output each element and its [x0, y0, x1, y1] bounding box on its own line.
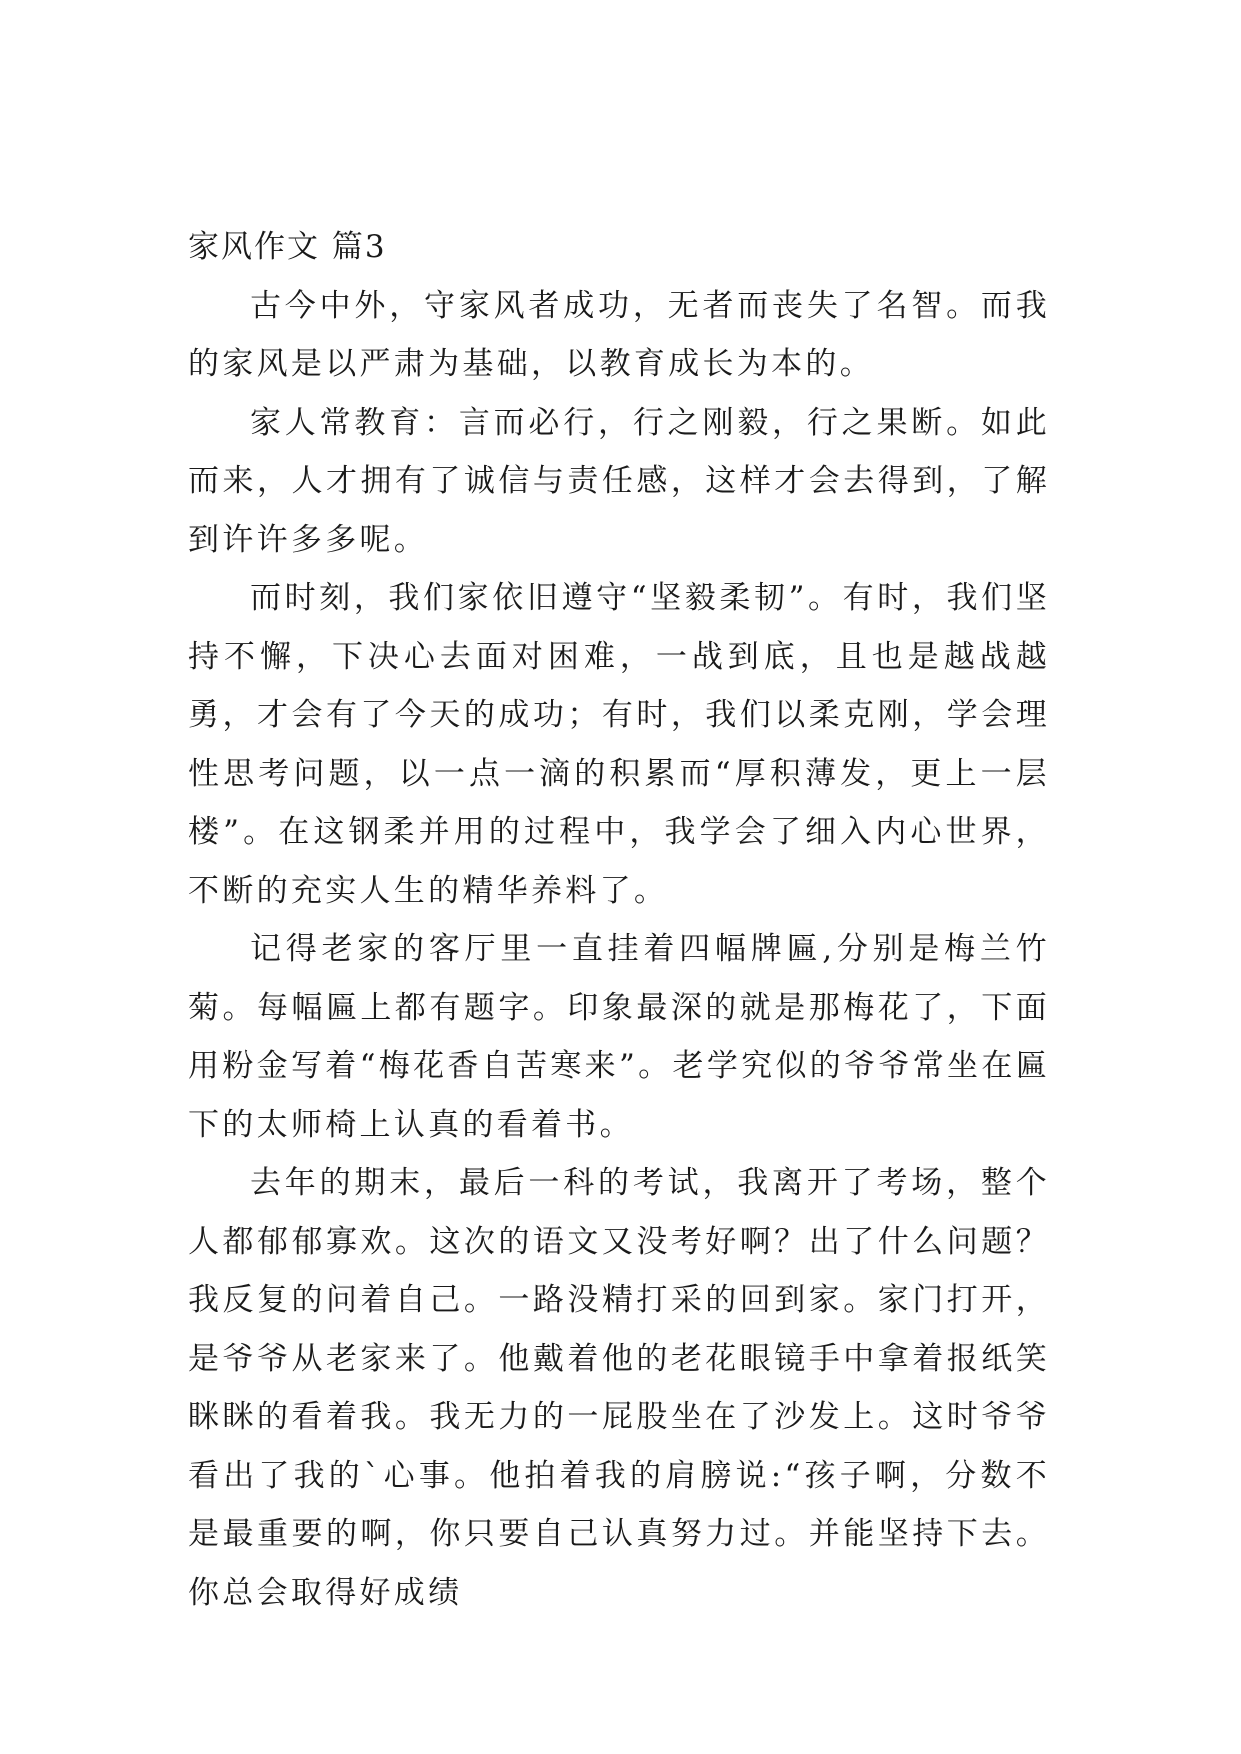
document-title: 家风作文 篇3 — [188, 229, 387, 265]
paragraph-5: 去年的期末，最后一科的考试，我离开了考场，整个人都郁郁寡欢。这次的语文又没考好啊？出了什么问题？我反复的问着自己。一路没精打采的回到家。家门打开，是爷爷从老家来了。他戴着他的老花眼镜手中拿着报纸笑眯眯的看着我。我无力的一屁股坐在了沙发上。这时爷爷看出了我的`心事。他拍着我的肩膀说:“孩子啊，分数不是最重要的啊，你只要自己认真努力过。并能坚持下去。你总会取得好成绩 — [188, 1165, 1050, 1611]
paragraph-4: 记得老家的客厅里一直挂着四幅牌匾,分别是梅兰竹菊。每幅匾上都有题字。印象最深的就是那梅花了，下面用粉金写着“梅花香自苦寒来”。老学究似的爷爷常坐在匾下的太师椅上认真的看着书。 — [188, 931, 1050, 1143]
paragraph-1: 古今中外，守家风者成功，无者而丧失了名智。而我的家风是以严肃为基础，以教育成长为本的。 — [188, 287, 1050, 382]
paragraph-2: 家人常教育：言而必行，行之刚毅，行之果断。如此而来，人才拥有了诚信与责任感，这样才会去得到，了解到许许多多呢。 — [188, 404, 1050, 558]
document-body — [188, 218, 1050, 1622]
paragraph-3: 而时刻，我们家依旧遵守“坚毅柔韧”。有时，我们坚持不懈，下决心去面对困难，一战到底，且也是越战越勇，才会有了今天的成功；有时，我们以柔克刚，学会理性思考问题，以一点一滴的积累而“厚积薄发，更上一层楼”。在这钢柔并用的过程中，我学会了细入内心世界，不断的充实人生的精华养料了。 — [188, 580, 1050, 909]
